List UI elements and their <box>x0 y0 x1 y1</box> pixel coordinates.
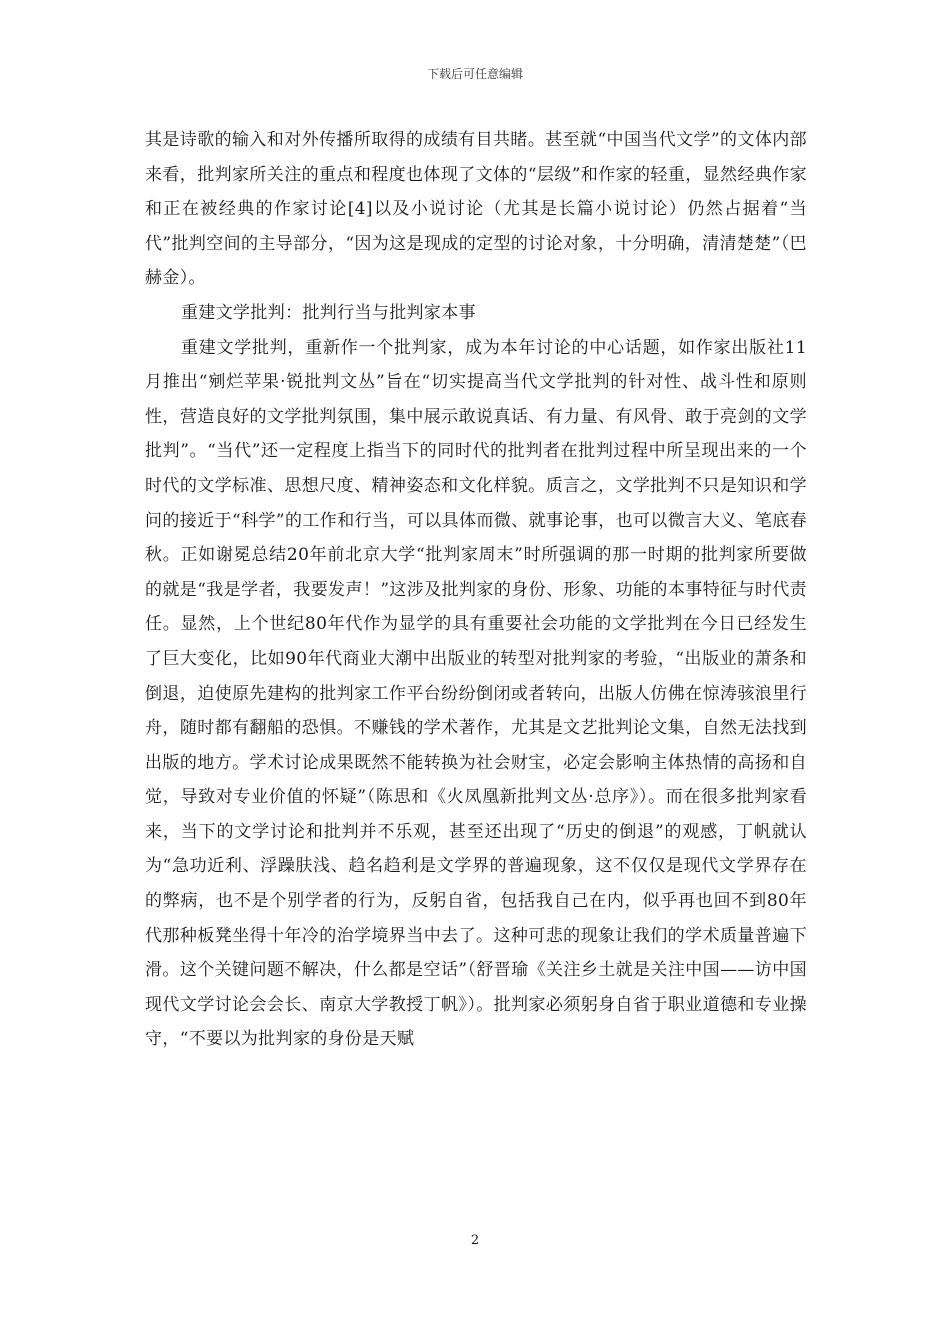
body-paragraph: 重建文学批判，重新作一个批判家，成为本年讨论的中心话题，如作家出版社11月推出“剜烂苹果·锐批判文丛”旨在“切实提高当代文学批判的针对性、战斗性和原则性，营造良好的文学批判氛围，集中展示敢说真话、有力量、有风骨、敢于亮剑的文学批判”。“当代”还一定程度上指当下的同时代的批判者在批判过程中所呈现出来的一个时代的文学标准、思想尺度、精神姿态和文化样貌。质言之，文学批判不只是知识和学问的接近于“科学”的工作和行当，可以具体而微、就事论事，也可以微言大义、笔底春秋。正如谢冕总结20年前北京大学“批判家周末”时所强调的那一时期的批判家所要做的就是“我是学者，我要发声！”这涉及批判家的身份、形象、功能的本事特征与时代责任。显然，上个世纪80年代作为显学的具有重要社会功能的文学批判在今日已经发生了巨大变化，比如90年代商业大潮中出版业的转型对批判家的考验，“出版业的萧条和倒退，迫使原先建构的批判家工作平台纷纷倒闭或者转向，出版人仿佛在惊涛骇浪里行舟，随时都有翻船的恐惧。不赚钱的学术著作，尤其是文艺批判论文集，自然无法找到出版的地方。学术讨论成果既然不能转换为社会财宝，必定会影响主体热情的高扬和自觉，导致对专业价值的怀疑”（陈思和《火凤凰新批判文丛·总序》）。而在很多批判家看来，当下的文学讨论和批判并不乐观，甚至还出现了“历史的倒退”的观感，丁帆就认为“急功近利、浮躁肤浅、趋名趋利是文学界的普遍现象，这不仅仅是现代文学界存在的弊病，也不是个别学者的行为，反躬自省，包括我自己在内，似乎再也回不到80年代那种板凳坐得十年冷的治学境界当中去了。这种可悲的现象让我们的学术质量普遍下滑。这个关键问题不解决，什么都是空话”（舒晋瑜《关注乡土就是关注中国——访中国现代文学讨论会会长、南京大学教授丁帆》）。批判家必须躬身自省于职业道德和专业操守，“不要以为批判家的身份是天赋 <box>145 337 807 1050</box>
page-number: 2 <box>470 1233 480 1248</box>
body-paragraph: 其是诗歌的输入和对外传播所取得的成绩有目共睹。甚至就“中国当代文学”的文体内部来看，批判家所关注的重点和程度也体现了文体的“层级”和作家的轻重，显然经典作家和正在被经典的作家讨论[4]以及小说讨论（尤其是长篇小说讨论）仍然占据着“当代”批判空间的主导部分，“因为这是现成的定型的讨论对象，十分明确，清清楚楚”（巴赫金）。 <box>145 130 807 289</box>
page-header: 下载后可任意编辑 <box>426 67 523 81</box>
section-heading: 重建文学批判：批判行当与批判家本事 <box>181 302 476 323</box>
document-body <box>145 123 807 1057</box>
